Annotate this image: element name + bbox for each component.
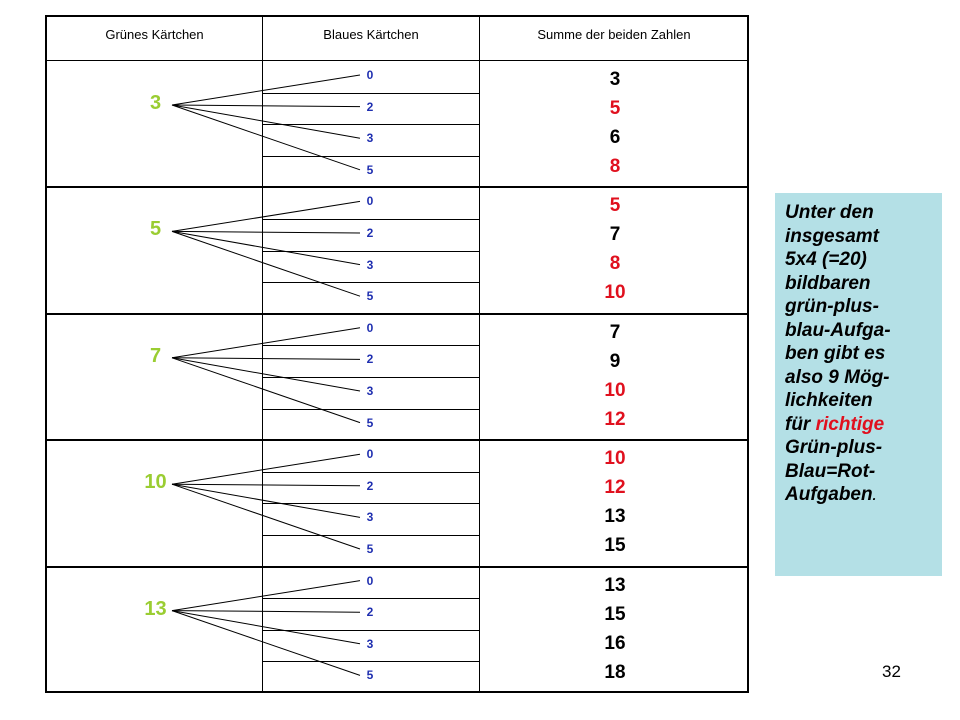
final-period: . — [872, 488, 877, 503]
blue-card-value: 0 — [366, 573, 374, 588]
explanation-line-highlight — [785, 413, 932, 437]
explanation-text: Aufgaben — [785, 484, 873, 505]
blue-card-value: 5 — [366, 162, 374, 177]
branch-line — [172, 358, 360, 391]
branch-line — [172, 484, 360, 486]
blue-card-value: 0 — [366, 447, 374, 462]
explanation-line: grün-plus- — [785, 296, 879, 317]
blue-card-value: 3 — [366, 131, 374, 146]
blue-card-value: 0 — [366, 68, 374, 82]
blue-card-value: 3 — [366, 384, 374, 398]
branch-line — [172, 611, 360, 613]
branch-line — [172, 231, 360, 296]
blue-card-value: 5 — [366, 542, 374, 556]
sum-value: 6 — [609, 127, 621, 148]
header-sum: Summe der beiden Zahlen — [537, 27, 691, 42]
branch-line — [172, 105, 360, 107]
page-number: 32 — [882, 662, 901, 681]
branch-line — [172, 201, 360, 231]
branch-line — [172, 358, 360, 360]
branch-line — [172, 454, 360, 484]
branch-line — [172, 581, 360, 611]
blue-card-value: 0 — [366, 194, 374, 209]
sum-value-correct: 12 — [604, 477, 626, 499]
sum-value: 16 — [604, 632, 626, 654]
explanation-line: Unter den — [785, 202, 874, 223]
branch-line — [172, 105, 360, 138]
branch-line — [172, 484, 360, 549]
header-blue-cards: Blaues Kärtchen — [323, 27, 419, 42]
sum-value: 3 — [609, 69, 621, 90]
blue-card-value: 2 — [366, 478, 374, 493]
explanation-line: lichkeiten — [785, 390, 873, 411]
blue-card-value: 2 — [366, 605, 374, 620]
sum-value-correct: 8 — [609, 156, 621, 177]
explanation-line: Blau=Rot- — [785, 460, 876, 482]
explanation-line: bildbaren — [785, 272, 871, 294]
branch-line — [172, 231, 360, 264]
sum-value: 18 — [604, 661, 626, 683]
green-card-value: 3 — [149, 92, 162, 114]
branch-line — [172, 328, 360, 358]
sum-value-correct: 8 — [609, 253, 621, 275]
explanation-box — [775, 193, 942, 576]
sum-value: 13 — [604, 506, 626, 528]
explanation-line: Grün-plus- — [785, 437, 883, 458]
blue-card-value: 2 — [366, 99, 374, 114]
branch-line — [172, 75, 360, 105]
branch-line — [172, 358, 360, 423]
branch-line — [172, 105, 360, 170]
blue-card-value: 2 — [366, 352, 374, 367]
blue-card-value: 3 — [366, 510, 374, 525]
explanation-line: blau-Aufga- — [785, 319, 891, 341]
sum-value-correct: 5 — [609, 195, 621, 217]
blue-card-value: 0 — [366, 320, 374, 335]
sum-value-correct: 10 — [604, 379, 626, 401]
blue-card-value: 3 — [366, 257, 374, 272]
branch-line — [172, 231, 360, 233]
branch-line — [172, 484, 360, 517]
highlight-word: richtige — [815, 413, 885, 435]
explanation-line: insgesamt — [785, 225, 879, 247]
explanation-line: ben gibt es — [785, 343, 886, 364]
green-card-value: 7 — [149, 344, 162, 367]
explanation-text: für — [785, 413, 816, 435]
blue-card-value: 5 — [366, 668, 374, 683]
sum-value: 7 — [609, 224, 621, 246]
sum-value-correct: 10 — [604, 448, 626, 470]
blue-card-value: 2 — [366, 226, 374, 240]
blue-card-value: 3 — [366, 636, 374, 651]
header-green-cards: Grünes Kärtchen — [105, 27, 204, 42]
sum-value-correct: 5 — [609, 98, 621, 119]
explanation-line-last — [785, 483, 932, 508]
green-card-value: 13 — [144, 597, 167, 620]
sum-value: 13 — [604, 574, 626, 596]
sum-value: 9 — [609, 350, 621, 372]
sum-value-correct: 10 — [604, 282, 626, 304]
sum-value-correct: 12 — [604, 408, 626, 430]
blue-card-value: 5 — [366, 289, 374, 304]
explanation-line: also 9 Mög- — [785, 366, 890, 388]
branch-line — [172, 611, 360, 644]
green-card-value: 5 — [149, 218, 162, 241]
sum-value: 15 — [604, 535, 626, 557]
green-card-value: 10 — [144, 471, 167, 494]
blue-card-value: 5 — [366, 415, 374, 430]
explanation-line: 5x4 (=20) — [785, 249, 867, 270]
sum-value: 15 — [604, 603, 626, 625]
sum-value: 7 — [609, 321, 621, 343]
branch-line — [172, 611, 360, 676]
